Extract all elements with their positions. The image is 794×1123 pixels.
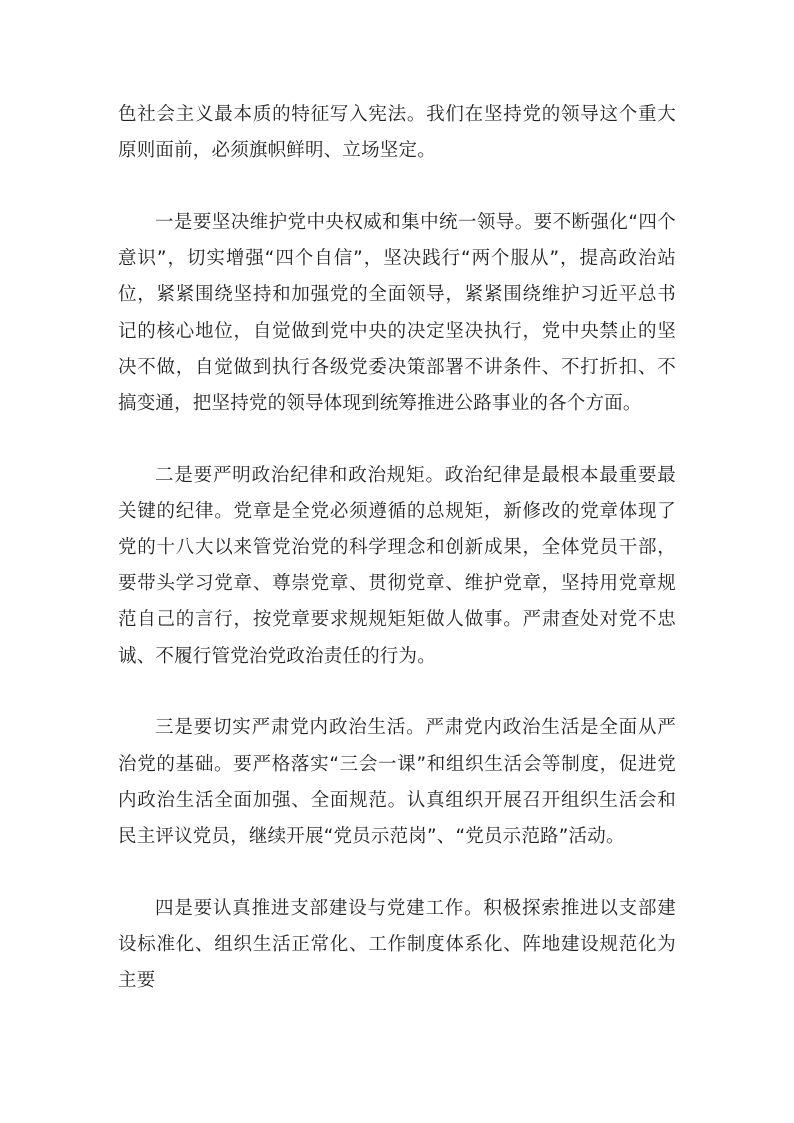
paragraph-point-two: 二是要严明政治纪律和政治规矩。政治纪律是最根本最重要最关键的纪律。党章是全党必须遵循的总规矩，新修改的党章体现了党的十八大以来管党治党的科学理念和创新成果，全体党员干部，要带头学习党章、尊崇党章、贯彻党章、维护党章，坚持用党章规范自己的言行，按党章要求规规矩矩做人做事。严肃查处对党不忠诚、不履行管党治党政治责任的行为。	[118, 464, 676, 667]
paragraph-continuation: 色社会主义最本质的特征写入宪法。我们在坚持党的领导这个重大原则面前，必须旗帜鲜明、立场坚定。	[118, 104, 676, 162]
paragraph-point-three: 三是要切实严肃党内政治生活。严肃党内政治生活是全面从严治党的基础。要严格落实“三会一课”和组织生活会等制度，促进党内政治生活全面加强、全面规范。认真组织开展召开组织生活会和民主评议党员，继续开展“党员示范岗”、“党员示范路”活动。	[118, 717, 676, 847]
document-body	[118, 97, 676, 999]
paragraph-point-four: 四是要认真推进支部建设与党建工作。积极探索推进以支部建设标准化、组织生活正常化、工作制度体系化、阵地建设规范化为主要	[118, 897, 676, 992]
paragraph-point-one: 一是要坚决维护党中央权威和集中统一领导。要不断强化“四个意识”，切实增强“四个自信”，坚决践行“两个服从”，提高政治站位，紧紧围绕坚持和加强党的全面领导，紧紧围绕维护习近平总书记的核心地位，自觉做到党中央的决定坚决执行，党中央禁止的坚决不做，自觉做到执行各级党委决策部署不讲条件、不打折扣、不搞变通，把坚持党的领导体现到统筹推进公路事业的各个方面。	[118, 211, 676, 414]
